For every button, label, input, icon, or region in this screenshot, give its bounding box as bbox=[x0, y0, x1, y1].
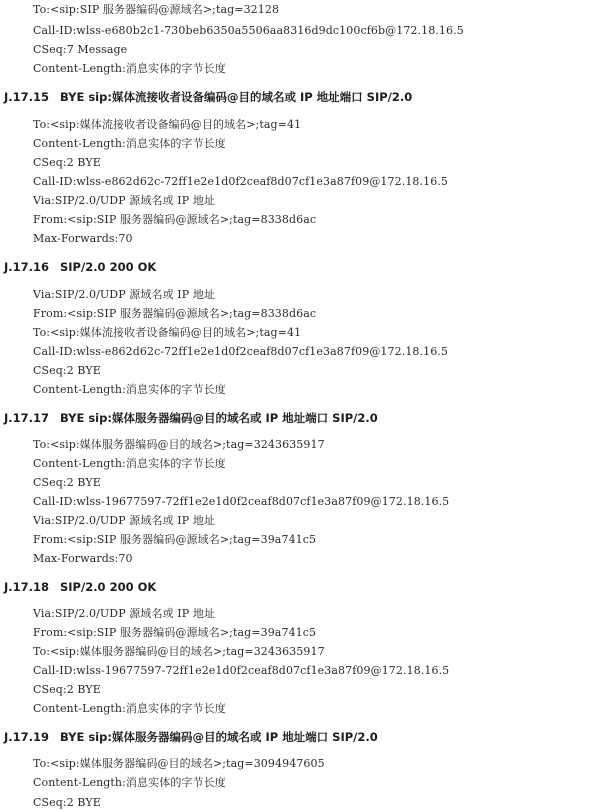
sip-header-line: Content-Length:消息实体的字节长度 bbox=[33, 383, 226, 396]
sip-header-line: CSeq:2 BYE bbox=[33, 156, 101, 169]
section-heading bbox=[4, 260, 156, 274]
sip-header-line: Call-ID:wlss-19677597-72ff1e2e1d0f2ceaf8d07cf1e3a87f09@172.18.16.5 bbox=[33, 495, 450, 508]
sip-header-line: CSeq:2 BYE bbox=[33, 364, 101, 377]
section-heading bbox=[4, 730, 378, 744]
section-heading bbox=[4, 580, 156, 594]
sip-header-line: Call-ID:wlss-e862d62c-72ff1e2e1d0f2ceaf8d07cf1e3a87f09@172.18.16.5 bbox=[33, 345, 449, 358]
sip-header-line: From:<sip:SIP 服务器编码@源域名>;tag=8338d6ac bbox=[33, 213, 317, 226]
sip-header-line: To:<sip:媒体服务器编码@目的域名>;tag=3094947605 bbox=[33, 757, 325, 770]
sip-header-line: Content-Length:消息实体的字节长度 bbox=[33, 62, 226, 75]
sip-header-line: From:<sip:SIP 服务器编码@源域名>;tag=39a741c5 bbox=[33, 626, 317, 639]
sip-header-line: To:<sip:媒体流接收者设备编码@目的域名>;tag=41 bbox=[33, 326, 302, 339]
section-title: BYE sip:媒体服务器编码@目的域名或 IP 地址端口 SIP/2.0 bbox=[60, 411, 378, 425]
section-number: J.17.18 bbox=[4, 580, 50, 594]
sip-header-line: CSeq:2 BYE bbox=[33, 476, 101, 489]
sip-header-line: Call-ID:wlss-19677597-72ff1e2e1d0f2ceaf8d07cf1e3a87f09@172.18.16.5 bbox=[33, 664, 450, 677]
sip-header-line: To:<sip:SIP 服务器编码@源域名>;tag=32128 bbox=[33, 3, 280, 16]
sip-header-line: Content-Length:消息实体的字节长度 bbox=[33, 457, 226, 470]
sip-header-line: Call-ID:wlss-e862d62c-72ff1e2e1d0f2ceaf8d07cf1e3a87f09@172.18.16.5 bbox=[33, 175, 449, 188]
sip-header-line: Content-Length:消息实体的字节长度 bbox=[33, 702, 226, 715]
sip-header-line: Via:SIP/2.0/UDP 源域名或 IP 地址 bbox=[33, 607, 216, 620]
section-heading bbox=[4, 90, 412, 104]
section-number: J.17.16 bbox=[4, 260, 50, 274]
section-heading bbox=[4, 411, 378, 425]
section-title: BYE sip:媒体流接收者设备编码@目的域名或 IP 地址端口 SIP/2.0 bbox=[60, 90, 413, 104]
section-number: J.17.15 bbox=[4, 90, 50, 104]
section-number: J.17.17 bbox=[4, 411, 50, 425]
sip-header-line: Content-Length:消息实体的字节长度 bbox=[33, 137, 226, 150]
sip-header-line: To:<sip:媒体服务器编码@目的域名>;tag=3243635917 bbox=[33, 438, 325, 451]
sip-header-line: Max-Forwards:70 bbox=[33, 552, 133, 565]
section-title: SIP/2.0 200 OK bbox=[60, 580, 157, 594]
sip-header-line: To:<sip:媒体服务器编码@目的域名>;tag=3243635917 bbox=[33, 645, 325, 658]
sip-header-line: Max-Forwards:70 bbox=[33, 232, 133, 245]
sip-header-line: Content-Length:消息实体的字节长度 bbox=[33, 776, 226, 789]
sip-header-line: From:<sip:SIP 服务器编码@源域名>;tag=39a741c5 bbox=[33, 533, 317, 546]
section-number: J.17.19 bbox=[4, 730, 50, 744]
sip-header-line: CSeq:7 Message bbox=[33, 43, 128, 56]
sip-header-line: Via:SIP/2.0/UDP 源域名或 IP 地址 bbox=[33, 194, 216, 207]
section-title: BYE sip:媒体服务器编码@目的域名或 IP 地址端口 SIP/2.0 bbox=[60, 730, 378, 744]
sip-header-line: CSeq:2 BYE bbox=[33, 796, 101, 809]
sip-header-line: Via:SIP/2.0/UDP 源域名或 IP 地址 bbox=[33, 514, 216, 527]
sip-header-line: From:<sip:SIP 服务器编码@源域名>;tag=8338d6ac bbox=[33, 307, 317, 320]
section-title: SIP/2.0 200 OK bbox=[60, 260, 157, 274]
sip-header-line: Via:SIP/2.0/UDP 源域名或 IP 地址 bbox=[33, 288, 216, 301]
sip-header-line: CSeq:2 BYE bbox=[33, 683, 101, 696]
sip-header-line: Call-ID:wlss-e680b2c1-730beb6350a5506aa8316d9dc100cf6b@172.18.16.5 bbox=[33, 24, 464, 37]
sip-header-line: To:<sip:媒体流接收者设备编码@目的域名>;tag=41 bbox=[33, 118, 302, 131]
